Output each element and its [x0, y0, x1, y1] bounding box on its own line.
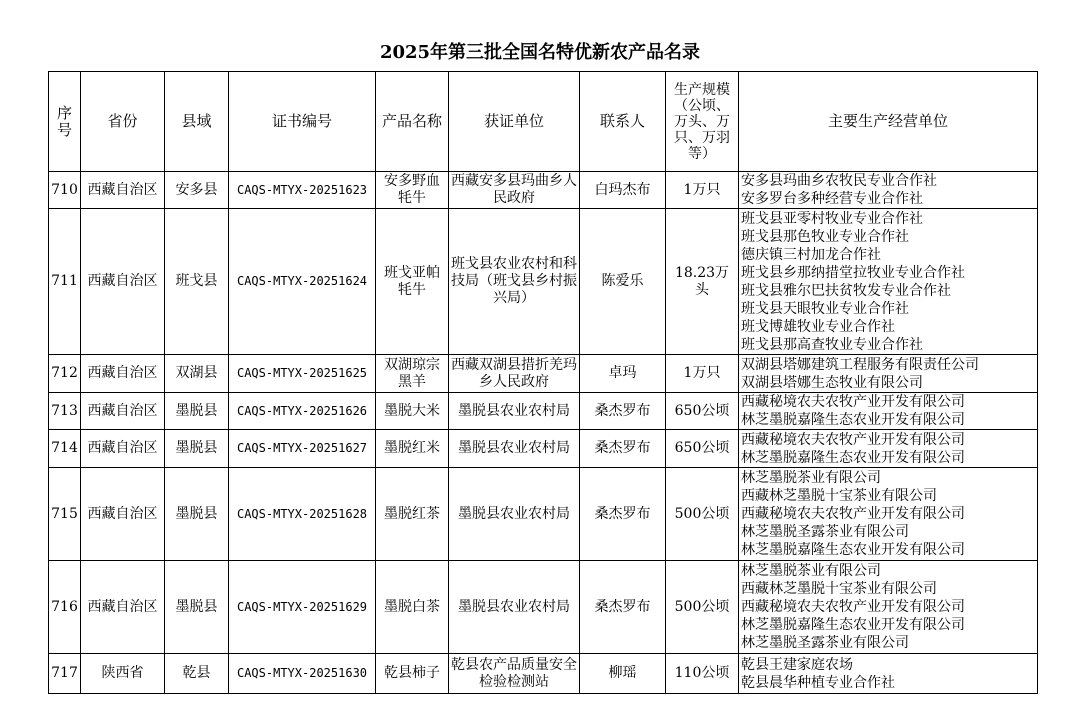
- cell-province: 陕西省: [81, 654, 165, 694]
- cell-certificate-no: CAQS-MTYX-20251625: [229, 355, 376, 393]
- cell-contact: 桑杰罗布: [580, 561, 666, 654]
- cell-certified-unit: 墨脱县农业农村局: [449, 468, 580, 561]
- header-contact: 联系人: [580, 72, 666, 172]
- producer-name: 林芝墨脱茶业有限公司: [741, 470, 881, 486]
- cell-producers: [739, 209, 1038, 355]
- cell-producers: [739, 468, 1038, 561]
- header-row: [49, 72, 1038, 172]
- producer-name: 西藏秘境农夫农牧产业开发有限公司: [741, 599, 965, 615]
- cell-product-name: 墨脱红米: [376, 430, 449, 468]
- producer-name: 西藏秘境农夫农牧产业开发有限公司: [741, 394, 965, 410]
- table-row: [49, 468, 1038, 561]
- producer-name: 林芝墨脱茶业有限公司: [741, 563, 881, 579]
- cell-production-scale: 110公顷: [666, 654, 739, 694]
- cell-province: 西藏自治区: [81, 393, 165, 430]
- cell-producers: [739, 355, 1038, 393]
- table-row: [49, 561, 1038, 654]
- producer-name: 林芝墨脱嘉隆生态农业开发有限公司: [741, 412, 965, 428]
- header-certified-unit: 获证单位: [449, 72, 580, 172]
- cell-province: 西藏自治区: [81, 468, 165, 561]
- cell-seq: 713: [49, 393, 81, 430]
- producer-name: 双湖县塔娜建筑工程服务有限责任公司: [741, 356, 979, 373]
- producer-name: 乾县晨华种植专业合作社: [741, 674, 895, 691]
- cell-seq: 717: [49, 654, 81, 694]
- cell-product-name: 乾县柿子: [376, 654, 449, 694]
- cell-certified-unit: 班戈县农业农村和科技局（班戈县乡村振兴局）: [449, 209, 580, 355]
- header-producers: 主要生产经营单位: [739, 72, 1038, 172]
- product-registry-table: [48, 71, 1038, 694]
- producer-name: 班戈县那高查牧业专业合作社: [741, 336, 923, 353]
- table-row: [49, 172, 1038, 209]
- producer-name: 班戈县天眼牧业专业合作社: [741, 300, 909, 317]
- header-seq: 序号: [49, 72, 81, 172]
- cell-production-scale: 650公顷: [666, 430, 739, 468]
- cell-seq: 714: [49, 430, 81, 468]
- cell-production-scale: 650公顷: [666, 393, 739, 430]
- producer-name: 班戈县那色牧业专业合作社: [741, 228, 909, 245]
- cell-county: 墨脱县: [165, 561, 229, 654]
- cell-seq: 710: [49, 172, 81, 209]
- cell-contact: 桑杰罗布: [580, 430, 666, 468]
- header-product-name: 产品名称: [376, 72, 449, 172]
- producer-name: 乾县王建家庭农场: [741, 656, 853, 673]
- producer-name: 林芝墨脱圣露茶业有限公司: [741, 524, 909, 540]
- cell-product-name: 墨脱红茶: [376, 468, 449, 561]
- cell-contact: 桑杰罗布: [580, 393, 666, 430]
- producer-name: 西藏林芝墨脱十宝茶业有限公司: [741, 581, 937, 597]
- cell-province: 西藏自治区: [81, 430, 165, 468]
- producer-name: 安多罗台多种经营专业合作社: [741, 191, 923, 207]
- producer-name: 德庆镇三村加龙合作社: [741, 246, 881, 263]
- cell-county: 双湖县: [165, 355, 229, 393]
- cell-producers: [739, 430, 1038, 468]
- cell-seq: 712: [49, 355, 81, 393]
- cell-county: 墨脱县: [165, 468, 229, 561]
- cell-county: 乾县: [165, 654, 229, 694]
- cell-product-name: 双湖琼宗黑羊: [376, 355, 449, 393]
- cell-producers: [739, 393, 1038, 430]
- producer-name: 班戈博雄牧业专业合作社: [741, 318, 895, 335]
- table-row: [49, 355, 1038, 393]
- header-province: 省份: [81, 72, 165, 172]
- cell-product-name: 班戈亚帕牦牛: [376, 209, 449, 355]
- cell-contact: 白玛杰布: [580, 172, 666, 209]
- producer-name: 班戈县雅尔巴扶贫牧发专业合作社: [741, 282, 951, 299]
- cell-seq: 716: [49, 561, 81, 654]
- producer-name: 西藏秘境农夫农牧产业开发有限公司: [741, 506, 965, 522]
- cell-county: 班戈县: [165, 209, 229, 355]
- cell-production-scale: 500公顷: [666, 468, 739, 561]
- table-row: [49, 393, 1038, 430]
- cell-product-name: 安多野血牦牛: [376, 172, 449, 209]
- producer-name: 西藏秘境农夫农牧产业开发有限公司: [741, 431, 965, 448]
- header-county: 县域: [165, 72, 229, 172]
- cell-contact: 桑杰罗布: [580, 468, 666, 561]
- header-certificate-no: 证书编号: [229, 72, 376, 172]
- cell-certificate-no: CAQS-MTYX-20251626: [229, 393, 376, 430]
- cell-certificate-no: CAQS-MTYX-20251627: [229, 430, 376, 468]
- cell-certified-unit: 西藏安多县玛曲乡人民政府: [449, 172, 580, 209]
- producer-name: 林芝墨脱嘉隆生态农业开发有限公司: [741, 542, 965, 558]
- document-title: 2025年第三批全国名特优新农产品名录: [379, 42, 701, 63]
- cell-product-name: 墨脱白茶: [376, 561, 449, 654]
- table-body: [49, 172, 1038, 694]
- producer-name: 林芝墨脱嘉隆生态农业开发有限公司: [741, 617, 965, 633]
- cell-province: 西藏自治区: [81, 172, 165, 209]
- producer-name: 双湖县塔娜生态牧业有限公司: [741, 374, 923, 391]
- cell-certified-unit: 西藏双湖县措折羌玛乡人民政府: [449, 355, 580, 393]
- producer-name: 安多县玛曲乡农牧民专业合作社: [741, 173, 937, 189]
- producer-name: 林芝墨脱圣露茶业有限公司: [741, 635, 909, 651]
- cell-county: 墨脱县: [165, 393, 229, 430]
- cell-province: 西藏自治区: [81, 561, 165, 654]
- cell-product-name: 墨脱大米: [376, 393, 449, 430]
- cell-certificate-no: CAQS-MTYX-20251628: [229, 468, 376, 561]
- producer-name: 班戈县亚零村牧业专业合作社: [741, 210, 923, 227]
- cell-certificate-no: CAQS-MTYX-20251629: [229, 561, 376, 654]
- cell-producers: [739, 172, 1038, 209]
- cell-contact: 柳瑶: [580, 654, 666, 694]
- cell-contact: 卓玛: [580, 355, 666, 393]
- cell-certified-unit: 墨脱县农业农村局: [449, 393, 580, 430]
- cell-certified-unit: 墨脱县农业农村局: [449, 561, 580, 654]
- header-production-scale: 生产规模（公顷、万头、万只、万羽等）: [666, 72, 739, 172]
- producer-name: 林芝墨脱嘉隆生态农业开发有限公司: [741, 449, 965, 466]
- cell-certificate-no: CAQS-MTYX-20251623: [229, 172, 376, 209]
- producer-name: 班戈县乡那纳措堂拉牧业专业合作社: [741, 264, 965, 281]
- cell-seq: 715: [49, 468, 81, 561]
- cell-county: 墨脱县: [165, 430, 229, 468]
- cell-province: 西藏自治区: [81, 209, 165, 355]
- table-row: [49, 430, 1038, 468]
- cell-seq: 711: [49, 209, 81, 355]
- cell-county: 安多县: [165, 172, 229, 209]
- cell-production-scale: 1万只: [666, 172, 739, 209]
- cell-certificate-no: CAQS-MTYX-20251630: [229, 654, 376, 694]
- cell-production-scale: 500公顷: [666, 561, 739, 654]
- cell-certified-unit: 墨脱县农业农村局: [449, 430, 580, 468]
- cell-producers: [739, 561, 1038, 654]
- cell-certificate-no: CAQS-MTYX-20251624: [229, 209, 376, 355]
- cell-producers: [739, 654, 1038, 694]
- cell-production-scale: 1万只: [666, 355, 739, 393]
- cell-production-scale: 18.23万头: [666, 209, 739, 355]
- cell-contact: 陈爱乐: [580, 209, 666, 355]
- producer-name: 西藏林芝墨脱十宝茶业有限公司: [741, 488, 937, 504]
- cell-province: 西藏自治区: [81, 355, 165, 393]
- table-row: [49, 209, 1038, 355]
- table-row: [49, 654, 1038, 694]
- cell-certified-unit: 乾县农产品质量安全检验检测站: [449, 654, 580, 694]
